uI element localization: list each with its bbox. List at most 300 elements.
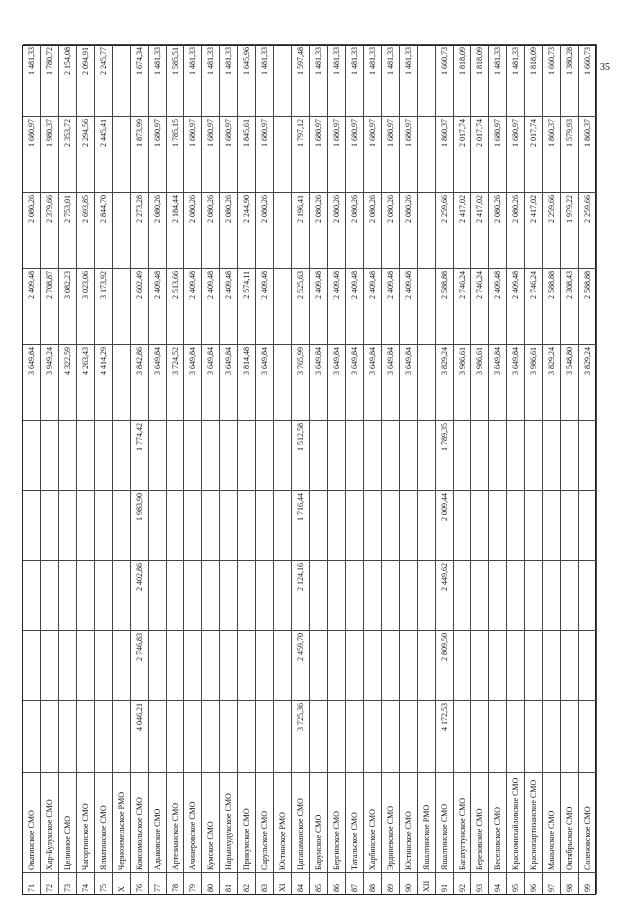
value-cell <box>579 700 596 772</box>
value-cell: 1 789,35 <box>436 420 453 490</box>
value-cell: 2 080,26 <box>382 192 399 268</box>
table-row <box>454 44 472 894</box>
value-cell <box>471 630 488 700</box>
value-cell: 3 649,84 <box>23 344 40 420</box>
value-cell: 1 481,33 <box>507 44 524 116</box>
value-cell <box>59 700 76 772</box>
table-row <box>471 44 489 894</box>
table-row <box>400 44 418 894</box>
value-cell: 2 409,48 <box>220 268 237 344</box>
value-cell <box>507 700 524 772</box>
value-cell <box>238 700 255 772</box>
value-cell <box>382 420 399 490</box>
value-cell: 1 680,97 <box>23 116 40 192</box>
value-cell: 1 680,97 <box>256 116 273 192</box>
value-cell: 2 080,26 <box>256 192 273 268</box>
value-cell: 1 660,73 <box>543 44 560 116</box>
value-cell <box>471 700 488 772</box>
value-cell: 3 765,99 <box>292 344 309 420</box>
value-cell <box>579 420 596 490</box>
value-cell: 3 649,84 <box>489 344 506 420</box>
value-cell: 1 680,97 <box>400 116 417 192</box>
value-cell <box>400 420 417 490</box>
value-cell <box>328 630 345 700</box>
value-cell <box>561 490 578 560</box>
value-cell: 2 409,48 <box>149 268 166 344</box>
value-cell: 4 172,53 <box>436 700 453 772</box>
value-cell <box>274 560 291 630</box>
value-cell: 2 184,44 <box>167 192 184 268</box>
value-cell <box>41 490 58 560</box>
value-cell <box>77 630 94 700</box>
municipality-cell: Березовское СМО <box>471 772 488 872</box>
municipality-cell: Кумское СМО <box>202 772 219 872</box>
value-cell <box>454 630 471 700</box>
municipality-cell: Адыковское СМО <box>149 772 166 872</box>
row-number-cell: 75 <box>95 872 112 894</box>
value-cell: 2 417,02 <box>525 192 542 268</box>
value-cell: 1 680,97 <box>184 116 201 192</box>
value-cell: 2 353,72 <box>59 116 76 192</box>
municipality-cell: Нарынхудукское СМО <box>220 772 237 872</box>
value-cell <box>346 700 363 772</box>
value-cell <box>41 420 58 490</box>
value-cell: 2 259,66 <box>543 192 560 268</box>
page-number: 35 <box>600 62 610 73</box>
table-row <box>310 44 328 894</box>
value-cell: 2 525,63 <box>292 268 309 344</box>
value-cell <box>418 560 435 630</box>
value-cell: 1 860,37 <box>436 116 453 192</box>
value-cell: 2 080,26 <box>400 192 417 268</box>
value-cell <box>184 630 201 700</box>
value-cell: 4 322,59 <box>59 344 76 420</box>
value-cell: 2 409,48 <box>489 268 506 344</box>
value-cell: 1 680,97 <box>220 116 237 192</box>
municipality-cell: Барунское СМО <box>310 772 327 872</box>
value-cell: 3 829,24 <box>579 344 596 420</box>
value-cell <box>543 700 560 772</box>
row-number-cell: 91 <box>436 872 453 894</box>
value-cell <box>220 490 237 560</box>
value-cell: 2 449,62 <box>436 560 453 630</box>
value-cell: 3 649,84 <box>256 344 273 420</box>
value-cell <box>418 192 435 268</box>
value-cell <box>507 560 524 630</box>
row-number-cell: 95 <box>507 872 524 894</box>
value-cell: 3 649,84 <box>220 344 237 420</box>
value-cell: 2 588,88 <box>579 268 596 344</box>
value-cell: 2 196,41 <box>292 192 309 268</box>
value-cell: 4 414,29 <box>95 344 112 420</box>
value-cell: 1 481,33 <box>310 44 327 116</box>
value-cell <box>364 630 381 700</box>
value-cell <box>400 700 417 772</box>
table-row <box>238 44 256 894</box>
table-row <box>113 44 131 894</box>
value-cell: 2 746,24 <box>525 268 542 344</box>
row-number-cell: 99 <box>579 872 596 894</box>
value-cell: 1 716,44 <box>292 490 309 560</box>
value-cell: 2 746,83 <box>131 630 148 700</box>
municipality-cell: Юстинское РМО <box>274 772 291 872</box>
value-cell <box>364 700 381 772</box>
value-cell <box>346 630 363 700</box>
row-number-cell: 84 <box>292 872 309 894</box>
value-cell: 1 980,37 <box>41 116 58 192</box>
municipality-cell: Комсомольское СМО <box>131 772 148 872</box>
value-cell: 3 649,84 <box>184 344 201 420</box>
row-number-cell: 96 <box>525 872 542 894</box>
row-number-cell: 81 <box>220 872 237 894</box>
value-cell: 2 409,48 <box>310 268 327 344</box>
value-cell <box>346 420 363 490</box>
table-row <box>220 44 238 894</box>
value-cell <box>95 560 112 630</box>
value-cell <box>113 44 130 116</box>
table-row <box>543 44 561 894</box>
municipality-cell: Цаганаманское СМО <box>292 772 309 872</box>
value-cell: 1 660,73 <box>436 44 453 116</box>
value-cell <box>202 420 219 490</box>
value-cell: 1 481,33 <box>364 44 381 116</box>
value-cell <box>310 700 327 772</box>
value-cell: 3 082,23 <box>59 268 76 344</box>
value-cell: 1 680,97 <box>202 116 219 192</box>
value-cell: 2 409,48 <box>400 268 417 344</box>
value-cell <box>113 490 130 560</box>
municipality-cell: Черноземельское РМО <box>113 772 130 872</box>
value-cell <box>59 420 76 490</box>
value-cell: 2 417,02 <box>471 192 488 268</box>
value-cell: 1 481,33 <box>328 44 345 116</box>
table-row <box>41 44 59 894</box>
value-cell: 2 259,66 <box>436 192 453 268</box>
value-cell: 3 649,84 <box>310 344 327 420</box>
value-cell <box>23 630 40 700</box>
value-cell: 1 780,72 <box>41 44 58 116</box>
value-cell: 2 080,26 <box>346 192 363 268</box>
value-cell: 1 481,33 <box>149 44 166 116</box>
value-cell <box>489 560 506 630</box>
value-cell: 1 774,42 <box>131 420 148 490</box>
value-cell <box>525 700 542 772</box>
value-cell: 2 602,49 <box>131 268 148 344</box>
table-row <box>292 44 310 894</box>
value-cell <box>167 420 184 490</box>
value-cell <box>274 630 291 700</box>
table-row <box>382 44 400 894</box>
value-cell <box>238 630 255 700</box>
row-number-cell: 86 <box>328 872 345 894</box>
value-cell: 1 481,33 <box>346 44 363 116</box>
value-cell <box>95 700 112 772</box>
table-row <box>256 44 274 894</box>
value-cell: 1 585,51 <box>167 44 184 116</box>
value-cell: 1 873,99 <box>131 116 148 192</box>
value-cell <box>418 44 435 116</box>
table-row <box>364 44 382 894</box>
value-cell: 2 124,16 <box>292 560 309 630</box>
municipality-cell: Веселовское СМО <box>489 772 506 872</box>
value-cell <box>418 490 435 560</box>
value-cell: 2 746,24 <box>471 268 488 344</box>
municipality-cell: Ялматинское СМО <box>95 772 112 872</box>
value-cell <box>382 490 399 560</box>
value-cell: 1 660,73 <box>579 44 596 116</box>
table-row <box>23 44 41 894</box>
value-cell: 1 797,12 <box>292 116 309 192</box>
municipality-cell: Эрдниевское СМО <box>382 772 399 872</box>
row-number-cell: 85 <box>310 872 327 894</box>
value-cell: 1 481,33 <box>220 44 237 116</box>
value-cell: 3 986,61 <box>471 344 488 420</box>
value-cell: 3 725,36 <box>292 700 309 772</box>
value-cell <box>489 630 506 700</box>
value-cell: 4 046,21 <box>131 700 148 772</box>
row-number-cell: 78 <box>167 872 184 894</box>
value-cell: 3 829,24 <box>436 344 453 420</box>
value-cell <box>418 630 435 700</box>
municipality-cell: Харбинское СМО <box>364 772 381 872</box>
value-cell <box>507 490 524 560</box>
table-row <box>167 44 185 894</box>
value-cell: 2 080,26 <box>23 192 40 268</box>
value-cell <box>382 700 399 772</box>
value-cell: 1 597,48 <box>292 44 309 116</box>
value-cell: 1 645,96 <box>238 44 255 116</box>
value-cell: 2 844,70 <box>95 192 112 268</box>
value-cell <box>256 490 273 560</box>
value-cell <box>238 490 255 560</box>
value-cell: 1 680,97 <box>364 116 381 192</box>
row-number-cell: 88 <box>364 872 381 894</box>
value-cell <box>274 420 291 490</box>
value-cell <box>113 420 130 490</box>
value-cell <box>184 560 201 630</box>
value-cell <box>525 420 542 490</box>
value-cell: 2 409,48 <box>364 268 381 344</box>
value-cell: 1 860,37 <box>579 116 596 192</box>
value-cell: 3 649,84 <box>507 344 524 420</box>
value-cell <box>418 116 435 192</box>
table-row <box>418 44 436 894</box>
value-cell <box>59 560 76 630</box>
value-cell <box>167 490 184 560</box>
value-cell: 3 649,84 <box>328 344 345 420</box>
municipality-cell: Оватинское СМО <box>23 772 40 872</box>
value-cell <box>167 700 184 772</box>
table-row <box>95 44 113 894</box>
value-cell: 3 724,52 <box>167 344 184 420</box>
value-cell: 2 379,66 <box>41 192 58 268</box>
value-cell <box>561 700 578 772</box>
value-cell: 2 245,77 <box>95 44 112 116</box>
value-cell <box>328 490 345 560</box>
value-cell <box>471 420 488 490</box>
table-row <box>346 44 364 894</box>
row-number-cell: 77 <box>149 872 166 894</box>
table-row <box>507 44 525 894</box>
table-row <box>149 44 167 894</box>
value-cell: 3 949,24 <box>41 344 58 420</box>
value-cell <box>77 560 94 630</box>
municipality-cell: Татальское СМО <box>346 772 363 872</box>
value-cell <box>328 560 345 630</box>
value-cell: 2 445,41 <box>95 116 112 192</box>
value-cell <box>454 420 471 490</box>
value-cell <box>310 490 327 560</box>
value-cell <box>149 560 166 630</box>
row-number-cell: 94 <box>489 872 506 894</box>
value-cell: 3 986,61 <box>525 344 542 420</box>
table-row <box>131 44 149 894</box>
value-cell <box>23 560 40 630</box>
value-cell <box>41 630 58 700</box>
value-cell: 3 649,84 <box>382 344 399 420</box>
value-cell: 1 983,90 <box>131 490 148 560</box>
municipality-cell: Октябрьское СМО <box>561 772 578 872</box>
value-cell: 1 979,22 <box>561 192 578 268</box>
value-cell <box>95 420 112 490</box>
value-cell <box>400 560 417 630</box>
value-cell <box>202 490 219 560</box>
value-cell <box>184 700 201 772</box>
value-cell <box>220 700 237 772</box>
table-row <box>328 44 346 894</box>
value-cell <box>525 560 542 630</box>
value-cell <box>274 44 291 116</box>
value-cell <box>418 268 435 344</box>
value-cell <box>77 700 94 772</box>
value-cell <box>274 192 291 268</box>
value-cell: 2 409,48 <box>202 268 219 344</box>
value-cell: 2 402,86 <box>131 560 148 630</box>
value-cell: 1 680,97 <box>382 116 399 192</box>
value-cell: 1 680,97 <box>346 116 363 192</box>
row-number-cell: 89 <box>382 872 399 894</box>
value-cell: 1 380,28 <box>561 44 578 116</box>
value-cell: 2 409,48 <box>23 268 40 344</box>
value-cell: 1 579,93 <box>561 116 578 192</box>
value-cell: 2 273,28 <box>131 192 148 268</box>
value-cell <box>364 560 381 630</box>
value-cell <box>23 420 40 490</box>
value-cell: 1 818,09 <box>471 44 488 116</box>
row-number-cell: 80 <box>202 872 219 894</box>
value-cell: 2 080,26 <box>184 192 201 268</box>
value-cell: 2 693,85 <box>77 192 94 268</box>
value-cell: 2 017,74 <box>454 116 471 192</box>
value-cell <box>220 630 237 700</box>
value-cell <box>471 560 488 630</box>
value-cell: 2 308,43 <box>561 268 578 344</box>
value-cell <box>364 490 381 560</box>
value-cell <box>454 490 471 560</box>
municipality-cell: Юстинское СМО <box>400 772 417 872</box>
table-row <box>77 44 95 894</box>
value-cell <box>113 630 130 700</box>
value-cell <box>149 420 166 490</box>
value-cell: 1 845,61 <box>238 116 255 192</box>
value-cell <box>507 630 524 700</box>
value-cell <box>184 490 201 560</box>
value-cell <box>525 490 542 560</box>
value-cell <box>113 268 130 344</box>
value-cell <box>418 344 435 420</box>
row-number-cell: 98 <box>561 872 578 894</box>
value-cell: 2 409,48 <box>256 268 273 344</box>
value-cell <box>113 192 130 268</box>
value-cell <box>471 490 488 560</box>
value-cell: 4 263,43 <box>77 344 94 420</box>
value-cell <box>113 560 130 630</box>
row-number-cell: 87 <box>346 872 363 894</box>
value-cell <box>41 700 58 772</box>
value-cell: 1 860,37 <box>543 116 560 192</box>
value-cell: 3 814,48 <box>238 344 255 420</box>
value-cell <box>77 420 94 490</box>
value-cell <box>507 420 524 490</box>
value-cell <box>238 560 255 630</box>
value-cell: 1 680,97 <box>489 116 506 192</box>
value-cell <box>77 490 94 560</box>
value-cell <box>364 420 381 490</box>
value-cell <box>238 420 255 490</box>
value-cell <box>382 560 399 630</box>
value-cell <box>400 630 417 700</box>
value-cell: 2 080,26 <box>507 192 524 268</box>
value-cell: 2 017,74 <box>525 116 542 192</box>
value-cell: 2 080,26 <box>489 192 506 268</box>
value-cell <box>274 490 291 560</box>
value-cell: 2 154,08 <box>59 44 76 116</box>
value-cell: 1 818,09 <box>454 44 471 116</box>
value-cell: 2 259,66 <box>579 192 596 268</box>
municipality-cell: Ачинеровское СМО <box>184 772 201 872</box>
value-cell: 2 409,48 <box>184 268 201 344</box>
value-cell <box>525 630 542 700</box>
value-cell: 2 588,88 <box>543 268 560 344</box>
value-cell <box>346 560 363 630</box>
value-cell: 3 649,84 <box>202 344 219 420</box>
value-cell <box>149 700 166 772</box>
table-row <box>184 44 202 894</box>
value-cell <box>310 560 327 630</box>
value-cell <box>95 630 112 700</box>
value-cell <box>274 116 291 192</box>
row-number-cell: 73 <box>59 872 76 894</box>
value-cell: 2 080,26 <box>149 192 166 268</box>
value-cell <box>418 420 435 490</box>
value-cell <box>220 420 237 490</box>
value-cell: 3 649,84 <box>364 344 381 420</box>
value-cell: 3 173,92 <box>95 268 112 344</box>
value-cell <box>59 490 76 560</box>
value-cell: 1 785,15 <box>167 116 184 192</box>
municipality-cell: Краснопартизанское СМО <box>525 772 542 872</box>
value-cell: 3 842,86 <box>131 344 148 420</box>
value-cell: 2 244,90 <box>238 192 255 268</box>
table-row <box>489 44 507 894</box>
value-cell <box>489 700 506 772</box>
municipality-cell: Яшалтинское СМО <box>436 772 453 872</box>
value-cell <box>489 420 506 490</box>
row-number-cell: 71 <box>23 872 40 894</box>
value-cell <box>346 490 363 560</box>
municipality-cell: Прикумское СМО <box>238 772 255 872</box>
value-cell: 2 809,50 <box>436 630 453 700</box>
